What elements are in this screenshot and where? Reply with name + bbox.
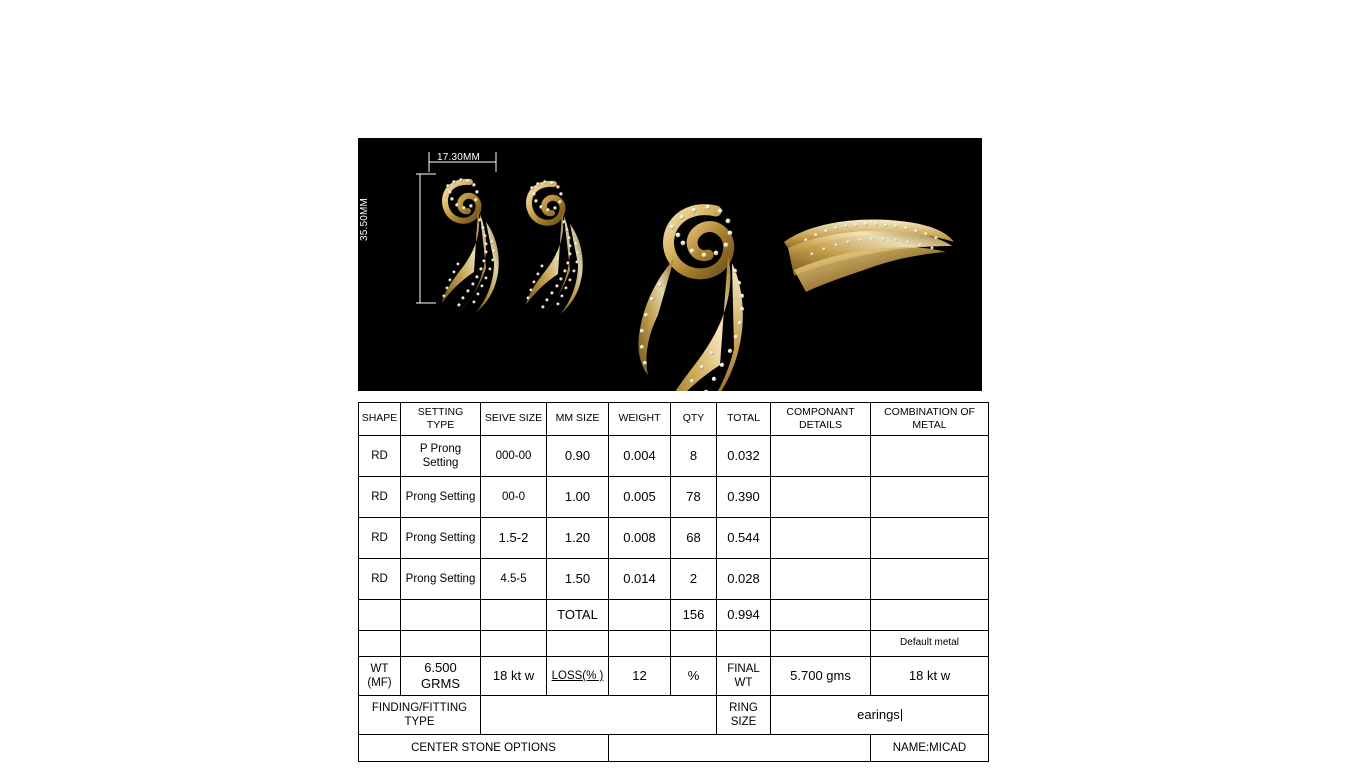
cell-wt-value: 6.500 GRMS (401, 657, 481, 696)
cell-wt-label: WT (MF) (359, 657, 401, 696)
cad-render-image (358, 138, 982, 391)
cell-loss-label: LOSS(% ) (547, 657, 609, 696)
height-dimension-label: 35.50MM (359, 197, 371, 242)
cell-setting-type: Prong Setting (401, 559, 481, 600)
table-finding-row (359, 696, 989, 735)
cell-finding-label: FINDING/FITTING TYPE (359, 696, 481, 735)
cell-componant-details (771, 518, 871, 559)
cell-total-label: TOTAL (547, 600, 609, 631)
cell-mm-size: 1.50 (547, 559, 609, 600)
cell-empty (481, 631, 547, 657)
cell-empty (771, 631, 871, 657)
cell-final-wt-label: FINAL WT (717, 657, 771, 696)
cell-weight: 0.008 (609, 518, 671, 559)
cell-empty (871, 600, 989, 631)
stone-specification-table (358, 402, 989, 762)
cell-total: 0.028 (717, 559, 771, 600)
cell-empty (609, 600, 671, 631)
cell-combination-of-metal (871, 518, 989, 559)
cell-seive-size: 1.5-2 (481, 518, 547, 559)
header-total: TOTAL (717, 403, 771, 436)
header-combination-of-metal: COMBINATION OF METAL (871, 403, 989, 436)
cell-shape: RD (359, 518, 401, 559)
cell-combination-of-metal (871, 477, 989, 518)
cell-percent: % (671, 657, 717, 696)
table-row (359, 559, 989, 600)
table-total-row (359, 600, 989, 631)
cell-default-metal: Default metal (871, 631, 989, 657)
width-dimension-label: 17.30MM (437, 152, 481, 163)
cell-setting-type: Prong Setting (401, 518, 481, 559)
cell-setting-type: P Prong Setting (401, 436, 481, 477)
cell-empty (609, 631, 671, 657)
cell-empty (547, 631, 609, 657)
cell-weight: 0.004 (609, 436, 671, 477)
cell-seive-size: 4.5-5 (481, 559, 547, 600)
cell-ring-size-value[interactable] (771, 696, 989, 735)
header-weight: WEIGHT (609, 403, 671, 436)
table-row (359, 518, 989, 559)
cell-ring-size-label: RING SIZE (717, 696, 771, 735)
cell-shape: RD (359, 559, 401, 600)
cell-karat: 18 kt w (481, 657, 547, 696)
cell-final-wt-value: 5.700 gms (771, 657, 871, 696)
table-row (359, 436, 989, 477)
cell-total-weight: 0.994 (717, 600, 771, 631)
cell-name: NAME:MICAD (871, 735, 989, 762)
cell-mm-size: 1.00 (547, 477, 609, 518)
ring-size-text: earings (857, 706, 900, 722)
cell-total-qty: 156 (671, 600, 717, 631)
text-cursor (901, 709, 902, 721)
cell-finding-value (481, 696, 717, 735)
cell-center-stone-options: CENTER STONE OPTIONS (359, 735, 609, 762)
cell-mm-size: 1.20 (547, 518, 609, 559)
cell-shape: RD (359, 477, 401, 518)
header-seive-size: SEIVE SIZE (481, 403, 547, 436)
cell-empty (671, 631, 717, 657)
cell-componant-details (771, 436, 871, 477)
header-shape: SHAPE (359, 403, 401, 436)
cell-componant-details (771, 477, 871, 518)
cell-weight: 0.005 (609, 477, 671, 518)
cell-qty: 68 (671, 518, 717, 559)
cell-empty (401, 600, 481, 631)
cell-seive-size: 000-00 (481, 436, 547, 477)
cell-seive-size: 00-0 (481, 477, 547, 518)
cell-qty: 78 (671, 477, 717, 518)
table-row (359, 477, 989, 518)
cell-final-metal: 18 kt w (871, 657, 989, 696)
header-qty: QTY (671, 403, 717, 436)
cell-componant-details (771, 559, 871, 600)
cell-total: 0.032 (717, 436, 771, 477)
cell-qty: 2 (671, 559, 717, 600)
header-componant-details: COMPONANT DETAILS (771, 403, 871, 436)
table-footer-row (359, 735, 989, 762)
cad-render-panel (358, 138, 982, 391)
cell-empty (401, 631, 481, 657)
table-default-metal-row (359, 631, 989, 657)
cell-total: 0.390 (717, 477, 771, 518)
cell-shape: RD (359, 436, 401, 477)
cell-combination-of-metal (871, 436, 989, 477)
header-mm-size: MM SIZE (547, 403, 609, 436)
cell-mm-size: 0.90 (547, 436, 609, 477)
cell-weight: 0.014 (609, 559, 671, 600)
cell-empty (359, 631, 401, 657)
table-header-row (359, 403, 989, 436)
cell-combination-of-metal (871, 559, 989, 600)
table-weight-row (359, 657, 989, 696)
header-setting-type: SETTING TYPE (401, 403, 481, 436)
cell-qty: 8 (671, 436, 717, 477)
cell-total: 0.544 (717, 518, 771, 559)
cell-loss-value: 12 (609, 657, 671, 696)
cell-footer-middle (609, 735, 871, 762)
cell-empty (717, 631, 771, 657)
cell-empty (771, 600, 871, 631)
cell-empty (359, 600, 401, 631)
cell-setting-type: Prong Setting (401, 477, 481, 518)
cell-empty (481, 600, 547, 631)
